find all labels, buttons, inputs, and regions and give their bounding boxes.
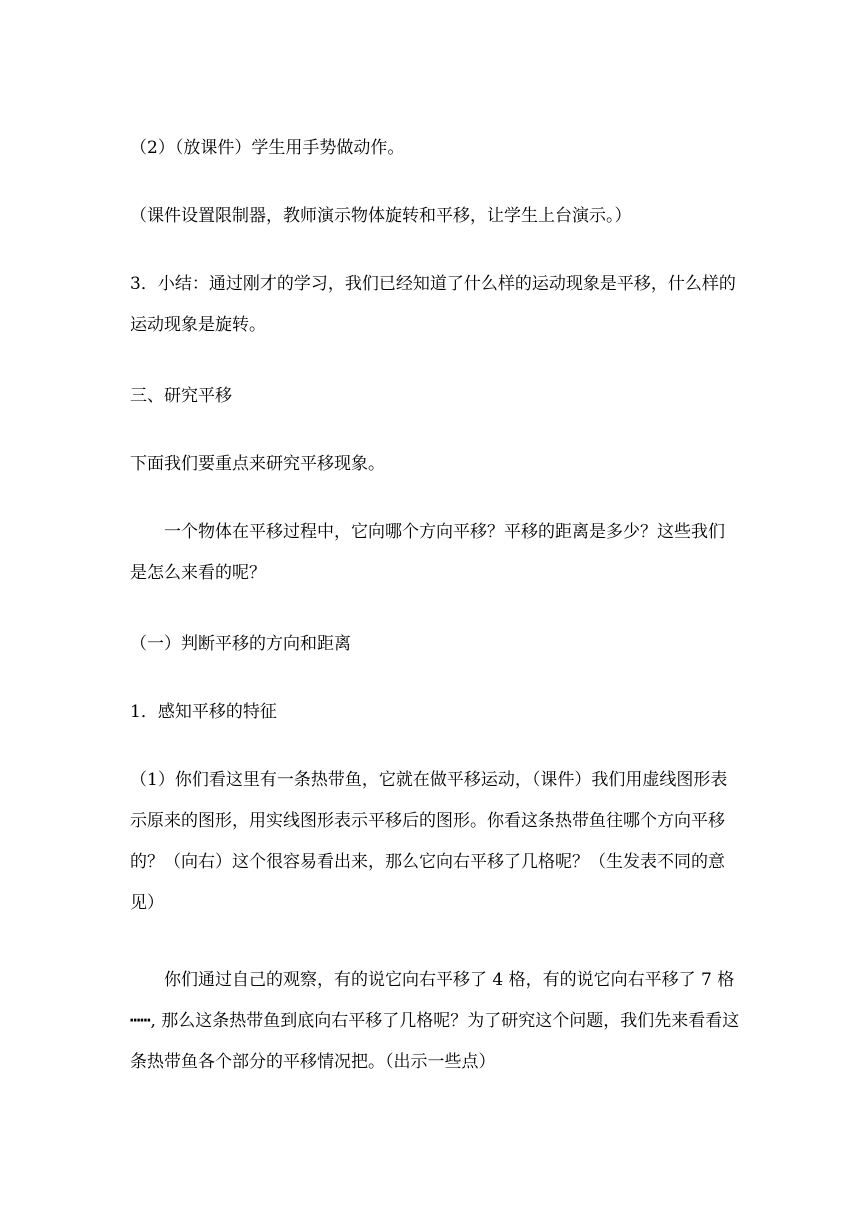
paragraph-student-gesture: （2）（放课件）学生用手势做动作。 bbox=[130, 138, 405, 158]
heading-perceive-features: 1．感知平移的特征 bbox=[130, 702, 277, 722]
paragraph-focus-translation: 下面我们要重点来研究平移现象。 bbox=[130, 454, 385, 474]
paragraph-courseware-limiter: （课件设置限制器，教师演示物体旋转和平移，让学生上台演示。） bbox=[130, 206, 632, 226]
paragraph-summary: 3．小结：通过刚才的学习，我们已经知道了什么样的运动现象是平移，什么样的运动现象是旋转。 bbox=[130, 274, 736, 335]
paragraph-translation-question: 一个物体在平移过程中，它向哪个方向平移？平移的距离是多少？这些我们是怎么来看的呢？ bbox=[130, 522, 725, 583]
heading-study-translation: 三、研究平移 bbox=[130, 386, 232, 406]
heading-direction-distance: （一）判断平移的方向和距离 bbox=[130, 634, 351, 654]
paragraph-observation: 你们通过自己的观察，有的说它向右平移了 4 格，有的说它向右平移了 7 格┅┅, 那么这条热带鱼到底向右平移了几格呢？为了研究这个问题，我们先来看看这条热带鱼各个部分的平移情况把。（出示一些点） bbox=[130, 970, 740, 1072]
paragraph-tropical-fish: （1）你们看这里有一条热带鱼，它就在做平移运动，（课件）我们用虚线图形表示原来的图形，用实线图形表示平移后的图形。你看这条热带鱼往哪个方向平移的？（向右）这个很容易看出来，那么它向右平移了几格呢？（生发表不同的意见） bbox=[130, 770, 728, 913]
